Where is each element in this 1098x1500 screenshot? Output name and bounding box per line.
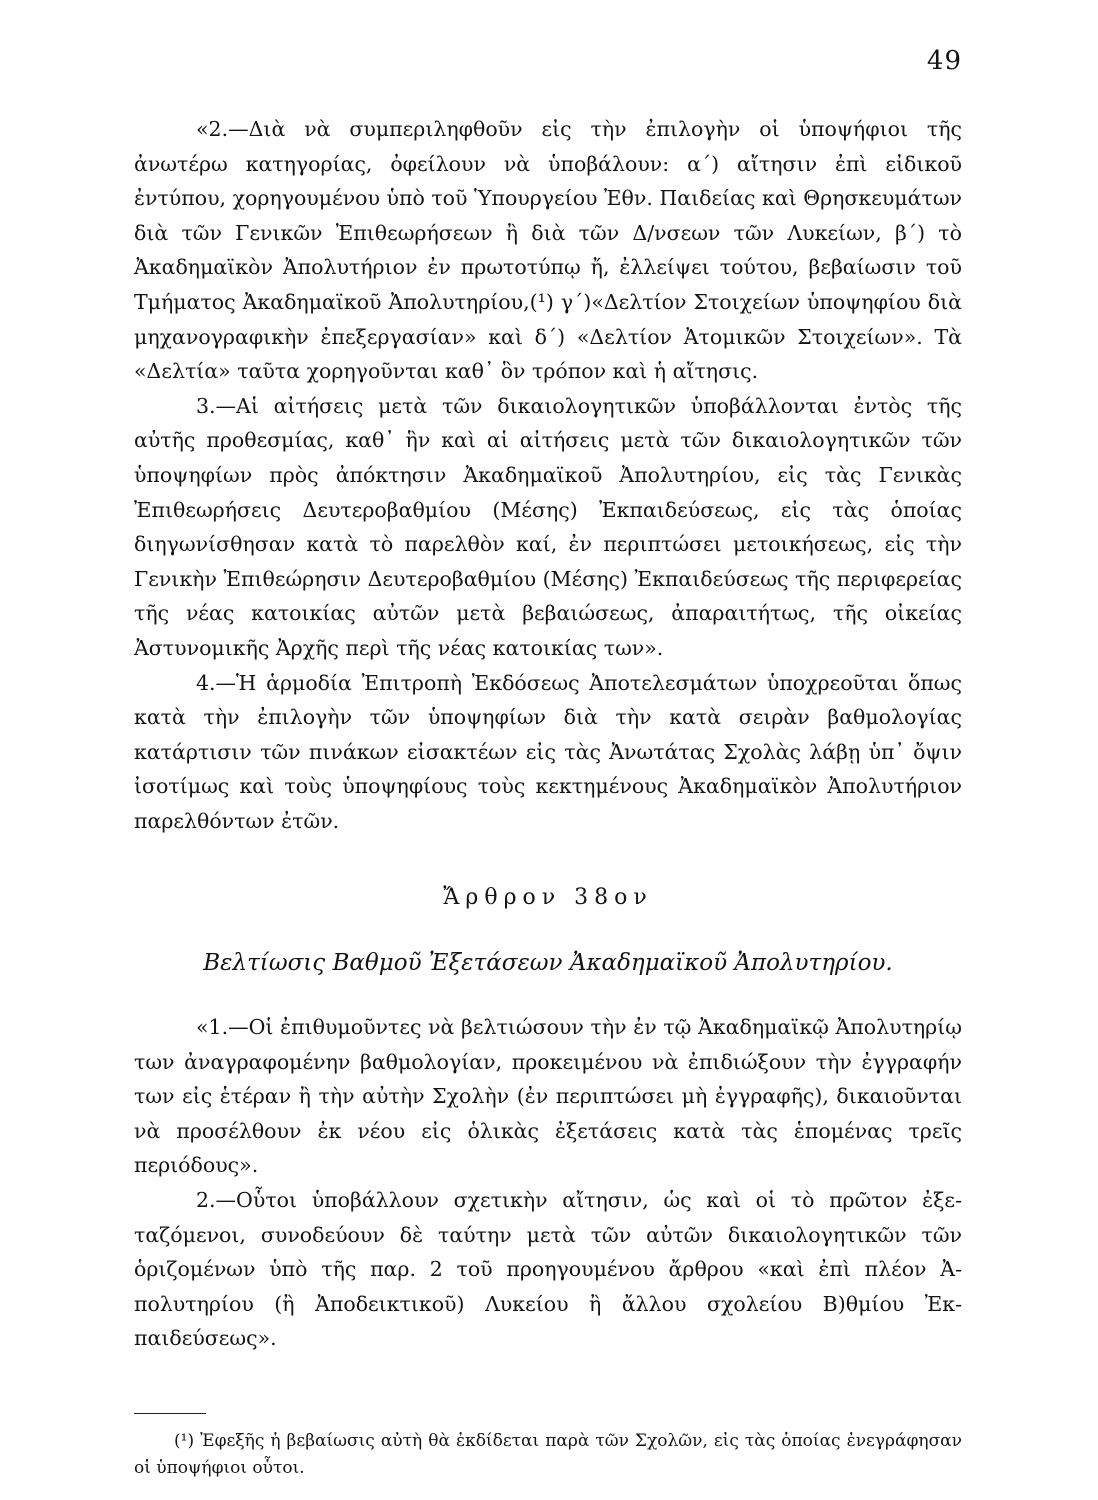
article-38-body [134, 1010, 962, 1356]
paragraph-4: 4.—Ἡ ἁρμοδία Ἐπιτροπὴ Ἐκδόσεως Ἀποτελεσμάτων ὑποχρεοῦται ὅπως κατὰ τὴν ἐπιλογὴν τῶν ὑποψηφίων διὰ τὴν κατὰ σειρὰν βαθμολογίας κατάρτισιν τῶν πινάκων εἰσακτέων εἰς τὰς Ἀνωτάτας Σχολὰς λάβῃ ὑπ᾽ ὄψιν ἰσοτίμως καὶ τοὺς ὑποψηφίους τοὺς κεκτημένους Ἀκαδημαϊκὸν Ἀπολυτήριον παρελθόντων ἐτῶν. [134, 670, 962, 833]
page-number: 49 [926, 46, 962, 76]
footnote-text: (¹) Ἐφεξῆς ἡ βεβαίωσις αὐτὴ θὰ ἐκδίδεται παρὰ τῶν Σχολῶν, εἰς τὰς ὁποίας ἐνεγράφησαν οἱ ὑποψήφιοι οὗτοι. [134, 1431, 962, 1478]
paragraph-2: «2.—Διὰ νὰ συμπεριληφθοῦν εἰς τὴν ἐπιλογὴν οἱ ὑποψήφιοι τῆς ἀνωτέρω κατηγορίας, ὀφείλουν νὰ ὑποβάλουν: α΄) αἴτησιν ἐπὶ εἰδικοῦ ἐντύπου, χορηγουμένου ὑπὸ τοῦ Ὑπουργείου Ἐθν. Παιδείας καὶ Θρησκευμάτων διὰ τῶν Γενικῶν Ἐπιθεωρήσεων ἢ διὰ τῶν Δ/νσεων τῶν Λυκείων, β΄) τὸ Ἀκαδημαϊκὸν Ἀπολυτήριον ἐν πρωτοτύπῳ ἤ, ἐλλείψει τούτου, βεβαίωσιν τοῦ Τμήματος Ἀκαδημαϊκοῦ Ἀπολυτηρίου,(¹) γ΄)«Δελτίον Στοιχείων ὑποψηφίου διὰ μηχανογραφικὴν ἐπεξεργασίαν» καὶ δ΄) «Δελτίον Ἀτομικῶν Στοιχείων». Τὰ «Δελτία» ταῦτα χορηγοῦνται καθ᾽ ὃν τρόπον καὶ ἡ αἴτησις. [134, 117, 962, 384]
footnote [134, 1428, 962, 1482]
paragraph-1: «1.—Οἱ ἐπιθυμοῦντες νὰ βελτιώσουν τὴν ἐν τῷ Ἀκαδημαϊκῷ Ἀπολυτηρίῳ των ἀναγραφομένην βαθμολογίαν, προκειμένου νὰ ἐπιδιώξουν τὴν ἐγγραφήν των εἰς ἑτέραν ἢ τὴν αὐτὴν Σχολὴν (ἐν περιπτώσει μὴ ἐγγραφῆς), δικαιοῦνται νὰ προσέλθουν ἐκ νέου εἰς ὁλικὰς ἐξετάσεις κατὰ τὰς ἑπομένας τρεῖς περιόδους». [134, 1015, 962, 1178]
article-heading: Ἄρθρον 38ον [443, 885, 653, 910]
paragraph-3: 3.—Αἱ αἰτήσεις μετὰ τῶν δικαιολογητικῶν ὑποβάλλονται ἐντὸς τῆς αὐτῆς προθεσμίας, καθ᾽ ἣν καὶ αἱ αἰτήσεις μετὰ τῶν δικαιολογητικῶν τῶν ὑποψηφίων πρὸς ἀπόκτησιν Ἀκαδημαϊκοῦ Ἀπολυτηρίου, εἰς τὰς Γενικὰς Ἐπιθεωρήσεις Δευτεροβαθμίου (Μέσης) Ἐκπαιδεύσεως, εἰς τὰς ὁποίας διηγωνίσθησαν κατὰ τὸ παρελθὸν καί, ἐν περιπτώσει μετοικήσεως, εἰς τὴν Γενικὴν Ἐπιθεώρησιν Δευτεροβαθμίου (Μέσης) Ἐκπαιδεύσεως τῆς περιφερείας τῆς νέας κατοικίας αὐτῶν μετὰ βεβαιώσεως, ἀπαραιτήτως, τῆς οἰκείας Ἀστυνομικῆς Ἀρχῆς περὶ τῆς νέας κατοικίας των». [134, 393, 962, 660]
paragraph-2: 2.—Οὗτοι ὑποβάλλουν σχετικὴν αἴτησιν, ὡς καὶ οἱ τὸ πρῶτον ἐξεταζόμενοι, συνοδεύουν δὲ ταύτην μετὰ τῶν αὐτῶν δικαιολογητικῶν τῶν ὁριζομένων ὑπὸ τῆς παρ. 2 τοῦ προηγουμένου ἄρθρου «καὶ ἐπὶ πλέον Ἀπολυτηρίου (ἢ Ἀποδεικτικοῦ) Λυκείου ἢ ἄλλου σχολείου Β)θμίου Ἐκπαιδεύσεως». [134, 1187, 962, 1351]
article-37-continuation [134, 112, 962, 838]
article-subtitle: Βελτίωσις Βαθμοῦ Ἐξετάσεων Ἀκαδημαϊκοῦ Ἀπολυτηρίου. [203, 950, 893, 976]
footnote-divider [134, 1413, 206, 1414]
